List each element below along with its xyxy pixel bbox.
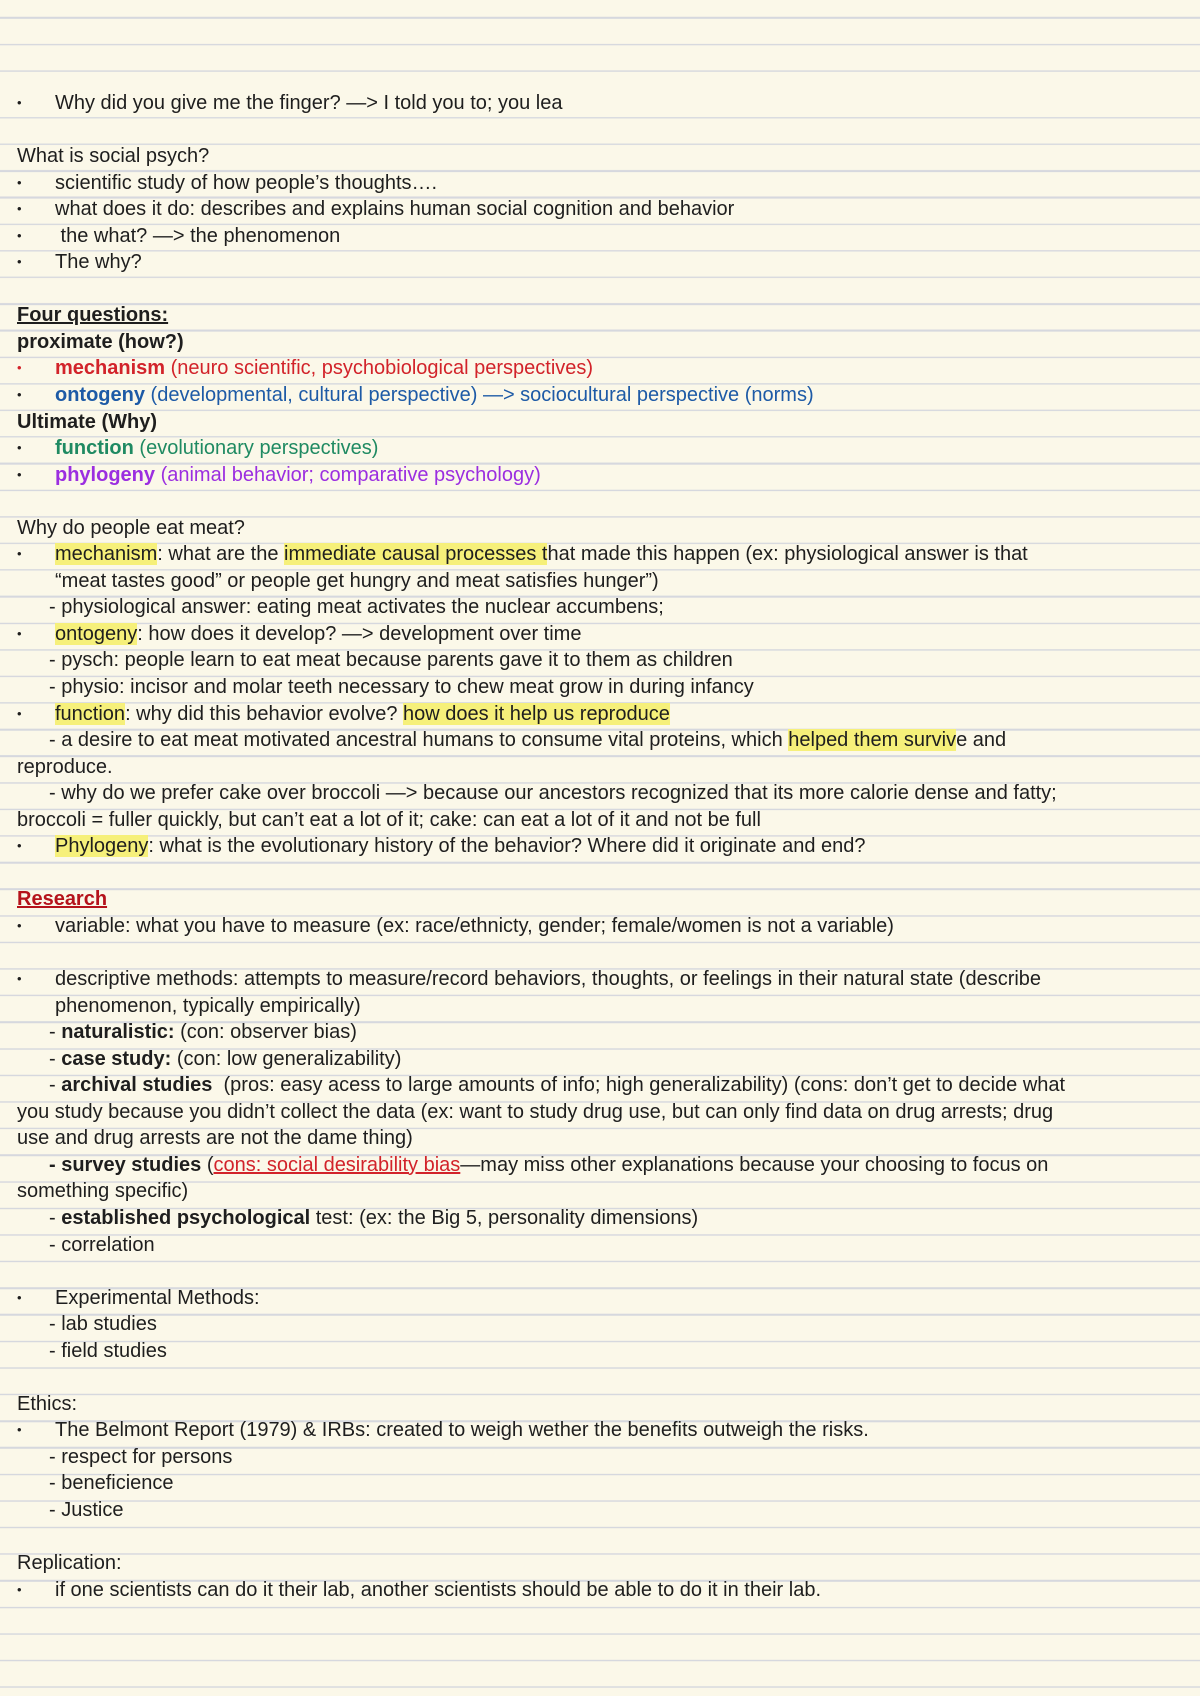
sub-item: - physio: incisor and molar teeth necessary to chew meat grow in during infancy bbox=[49, 676, 754, 699]
bullet-icon: • bbox=[17, 95, 22, 110]
list-item: • variable: what you have to measure (ex: race/ethnicty, gender; female/women is not a variable) bbox=[17, 913, 1185, 940]
sub-item: - correlation bbox=[49, 1233, 155, 1256]
note-page bbox=[17, 90, 1185, 1603]
bullet-icon: • bbox=[17, 387, 22, 403]
sub-item: - Justice bbox=[49, 1498, 124, 1521]
sub-item: - pysch: people learn to eat meat because parents gave it to them as children bbox=[49, 649, 733, 672]
sub-item: - physiological answer: eating meat activates the nuclear accumbens; bbox=[49, 596, 664, 619]
bullet-icon: • bbox=[17, 440, 22, 456]
list-item: • The Belmont Report (1979) & IRBs: created to weigh wether the benefits outweigh the risks. bbox=[17, 1417, 1185, 1444]
sub-item-continuation: reproduce. bbox=[17, 755, 113, 778]
bullet-icon: • bbox=[17, 971, 22, 987]
list-item: • Why did you give me the finger? —> I told you to; you lea bbox=[17, 90, 1185, 117]
list-item: • The why? bbox=[17, 249, 1185, 276]
bullet-icon: • bbox=[17, 1289, 22, 1305]
sub-item: - naturalistic: (con: observer bias) bbox=[49, 1021, 357, 1044]
list-item: • the what? —> the phenomenon bbox=[17, 223, 1185, 250]
bullet-icon: • bbox=[17, 1422, 22, 1438]
bullet-icon: • bbox=[17, 546, 22, 562]
bullet-icon: • bbox=[17, 917, 22, 933]
bullet-icon: • bbox=[17, 838, 22, 854]
section-heading: Research bbox=[17, 888, 108, 911]
bullet-icon: • bbox=[17, 625, 22, 641]
list-item-continuation: phenomenon, typically empirically) bbox=[55, 994, 361, 1017]
bullet-icon: • bbox=[17, 1581, 22, 1597]
section-heading: Replication: bbox=[17, 1552, 122, 1575]
sub-item: - respect for persons bbox=[49, 1445, 233, 1468]
sub-item-continuation: use and drug arrests are not the dame thing) bbox=[17, 1127, 413, 1150]
sub-item: - why do we prefer cake over broccoli —> because our ancestors recognized that its more calorie dense and fatty; bbox=[49, 782, 1057, 805]
sub-item-continuation: broccoli = fuller quickly, but can’t eat a lot of it; cake: can eat a lot of it and not be full bbox=[17, 808, 761, 831]
bullet-icon: • bbox=[17, 705, 22, 721]
sub-item: - lab studies bbox=[49, 1313, 157, 1336]
bullet-icon: • bbox=[17, 227, 22, 243]
bullet-icon: • bbox=[17, 360, 22, 376]
sub-item: - archival studies (pros: easy acess to large amounts of info; high generalizability) (cons: don’t get to decide what bbox=[49, 1074, 1066, 1097]
sub-item-continuation: something specific) bbox=[17, 1180, 189, 1203]
list-item: • Phylogeny: what is the evolutionary history of the behavior? Where did it originate and end? bbox=[17, 833, 1185, 860]
bullet-icon: • bbox=[17, 174, 22, 190]
sub-item: - a desire to eat meat motivated ancestral humans to consume vital proteins, which helped them survive and bbox=[49, 729, 1007, 752]
sub-item: - beneficience bbox=[49, 1472, 174, 1495]
bullet-icon: • bbox=[17, 201, 22, 217]
bullet-icon: • bbox=[17, 466, 22, 482]
list-item: • ontogeny (developmental, cultural perspective) —> sociocultural perspective (norms) bbox=[17, 382, 1185, 409]
sub-item: - established psychological test: (ex: the Big 5, personality dimensions) bbox=[49, 1206, 699, 1229]
section-heading: Ethics: bbox=[17, 1392, 78, 1415]
list-item: • descriptive methods: attempts to measure/record behaviors, thoughts, or feelings in their natural state (describe bbox=[17, 966, 1185, 993]
list-item: • ontogeny: how does it develop? —> development over time bbox=[17, 621, 1185, 648]
list-item: • if one scientists can do it their lab, another scientists should be able to do it in their lab. bbox=[17, 1577, 1185, 1604]
list-item-continuation: “meat tastes good” or people get hungry and meat satisfies hunger”) bbox=[55, 569, 659, 592]
sub-item: - survey studies (cons: social desirability bias—may miss other explanations because your choosing to focus on bbox=[49, 1153, 1049, 1176]
list-item: • Experimental Methods: bbox=[17, 1285, 1185, 1312]
sub-item: - case study: (con: low generalizability) bbox=[49, 1047, 402, 1070]
sub-item-continuation: you study because you didn’t collect the data (ex: want to study drug use, but can only find data on drug arrests; drug bbox=[17, 1100, 1054, 1123]
sub-item: - field studies bbox=[49, 1339, 167, 1362]
list-item: • phylogeny (animal behavior; comparative psychology) bbox=[17, 462, 1185, 489]
sub-heading: Ultimate (Why) bbox=[17, 410, 157, 433]
bullet-icon: • bbox=[17, 254, 22, 270]
sub-heading: proximate (how?) bbox=[17, 330, 184, 353]
list-item: • what does it do: describes and explains human social cognition and behavior bbox=[17, 196, 1185, 223]
list-item: • function (evolutionary perspectives) bbox=[17, 435, 1185, 462]
list-item: • mechanism: what are the immediate causal processes that made this happen (ex: physiological answer is that bbox=[17, 541, 1185, 568]
list-item: • function: why did this behavior evolve? how does it help us reproduce bbox=[17, 701, 1185, 728]
section-heading: What is social psych? bbox=[17, 145, 210, 168]
list-item: • mechanism (neuro scientific, psychobiological perspectives) bbox=[17, 355, 1185, 382]
section-heading: Four questions: bbox=[17, 304, 169, 327]
list-item: • scientific study of how people’s thoughts…. bbox=[17, 170, 1185, 197]
section-heading: Why do people eat meat? bbox=[17, 516, 245, 539]
